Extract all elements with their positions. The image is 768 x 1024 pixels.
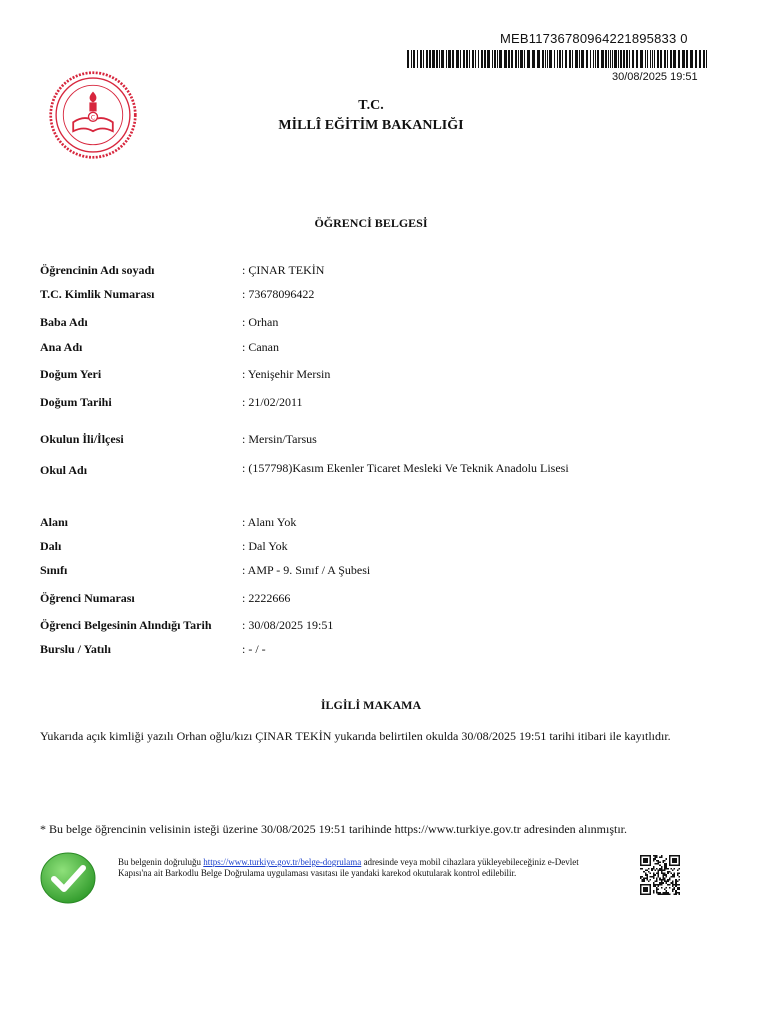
field-value-class: : AMP - 9. Sınıf / A Şubesi [242, 563, 371, 577]
field-label-birth-place: Doğum Yeri [40, 367, 102, 381]
check-badge-icon [40, 852, 96, 904]
field-label-mother-name: Ana Adı [40, 340, 83, 354]
qr-code-icon [638, 855, 682, 895]
field-value-field: : Alanı Yok [242, 515, 297, 529]
field-value-birth-date: : 21/02/2011 [242, 395, 303, 409]
verification-link[interactable]: https://www.turkiye.gov.tr/belge-dogrulama [203, 857, 362, 867]
field-label-issue-date: Öğrenci Belgesinin Alındığı Tarih [40, 618, 212, 632]
header-ministry: MİLLÎ EĞİTİM BAKANLIĞI [278, 118, 464, 133]
field-label-field: Alanı [40, 515, 69, 529]
field-label-student-number: Öğrenci Numarası [40, 591, 135, 605]
field-label-id-number: T.C. Kimlik Numarası [40, 287, 155, 301]
field-value-issue-date: : 30/08/2025 19:51 [242, 618, 334, 632]
footnote-text: * Bu belge öğrencinin velisinin isteği üzerine 30/08/2025 19:51 tarihinde https://www.turkiye.gov.tr adresinden alınmıştır. [40, 822, 628, 836]
document-title: ÖĞRENCİ BELGESİ [314, 216, 428, 230]
field-value-student-name: : ÇINAR TEKİN [242, 263, 325, 277]
ministry-seal-icon [48, 70, 138, 160]
field-value-school-name: : (157798)Kasım Ekenler Ticaret Mesleki Ve Teknik Anadolu Lisesi [242, 461, 569, 475]
field-value-student-number: : 2222666 [242, 591, 291, 605]
field-label-scholarship: Burslu / Yatılı [40, 642, 111, 656]
field-label-school-name: Okul Adı [40, 463, 88, 477]
field-label-branch: Dalı [40, 539, 62, 553]
verification-suffix: adresinde veya mobil cihazlara yükleyebileceğiniz e-Devlet Kapısı'na ait Barkodlu Belge Doğrulama uygulaması vasıtası ile yandaki karekod okutularak kontrol edilebilir. [118, 857, 579, 878]
verification-text [118, 857, 588, 879]
document-code: MEB11736780964221895833 0 [500, 31, 688, 46]
field-label-school-city: Okulun İli/İlçesi [40, 432, 124, 446]
field-value-mother-name: : Canan [242, 340, 279, 354]
svg-text:C: C [90, 114, 96, 122]
verification-prefix: Bu belgenin doğruluğu [118, 857, 204, 867]
barcode-icon [407, 50, 707, 68]
field-label-student-name: Öğrencinin Adı soyadı [40, 263, 155, 277]
field-value-father-name: : Orhan [242, 315, 279, 329]
field-value-scholarship: : - / - [242, 642, 266, 656]
section-title-to-whom: İLGİLİ MAKAMA [320, 698, 422, 712]
field-label-class: Sınıfı [40, 563, 68, 577]
field-value-birth-place: : Yenişehir Mersin [242, 367, 331, 381]
document-datetime: 30/08/2025 19:51 [612, 71, 698, 83]
field-value-branch: : Dal Yok [242, 539, 288, 553]
field-value-school-city: : Mersin/Tarsus [242, 432, 317, 446]
field-value-id-number: : 73678096422 [242, 287, 315, 301]
statement-text: Yukarıda açık kimliği yazılı Orhan oğlu/kızı ÇINAR TEKİN yukarıda belirtilen okulda 30/08/2025 19:51 tarihi itibari ile kayıtlıdır. [40, 729, 671, 743]
header-tc: T.C. [358, 98, 384, 113]
field-label-birth-date: Doğum Tarihi [40, 395, 112, 409]
field-label-father-name: Baba Adı [40, 315, 88, 329]
